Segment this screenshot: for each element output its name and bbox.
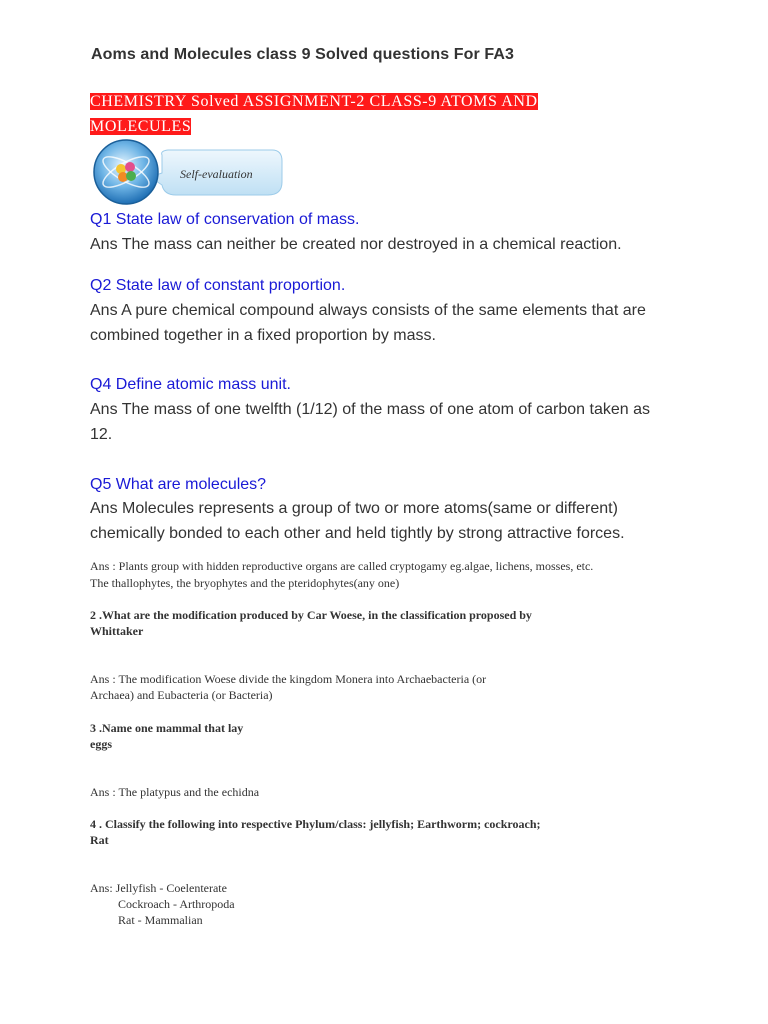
- answer-2: Ans A pure chemical compound always consists of the same elements that are combined together in a fixed proportion by mass.: [90, 302, 646, 344]
- biology-question-2-line-2: Whittaker: [90, 624, 144, 638]
- atom-icon: [94, 140, 158, 204]
- question-1: Q1 State law of conservation of mass.: [90, 211, 360, 228]
- self-evaluation-badge: [92, 137, 284, 207]
- biology-question-3-line-2: eggs: [90, 737, 112, 751]
- answer-4: Ans The mass of one twelfth (1/12) of the mass of one atom of carbon taken as 12.: [90, 401, 651, 443]
- biology-answer-2-line-1: Ans : The modification Woese divide the kingdom Monera into Archaebacteria (or: [90, 672, 487, 686]
- biology-answer-3: Ans : The platypus and the echidna: [90, 785, 260, 799]
- biology-answer-2-line-2: Archaea) and Eubacteria (or Bacteria): [90, 688, 273, 702]
- biology-answer-4-line-3: Rat - Mammalian: [118, 913, 203, 927]
- biology-answer-4-line-1: Ans: Jellyfish - Coelenterate: [90, 881, 227, 895]
- biology-question-4-line-1: 4 . Classify the following into respective Phylum/class: jellyfish; Earthworm; cockroach;: [90, 817, 541, 831]
- biology-question-2-line-1: 2 .What are the modification produced by Car Woese, in the classification proposed by: [90, 608, 532, 622]
- biology-answer-1-line-1: Ans : Plants group with hidden reproductive organs are called cryptogamy eg.algae, lichens, mosses, etc.: [90, 559, 594, 573]
- answer-5: Ans Molecules represents a group of two or more atoms(same or different) chemically bonded to each other and held tightly by strong attractive forces.: [90, 500, 625, 542]
- biology-answer-4-line-2: Cockroach - Arthropoda: [118, 897, 235, 911]
- biology-question-4-line-2: Rat: [90, 833, 109, 847]
- banner-text: CHEMISTRY Solved ASSIGNMENT-2 CLASS-9 ATOMS AND MOLECULES: [90, 93, 538, 135]
- biology-question-3-line-1: 3 .Name one mammal that lay: [90, 721, 244, 735]
- answer-1: Ans The mass can neither be created nor destroyed in a chemical reaction.: [90, 236, 622, 253]
- document-title: Aoms and Molecules class 9 Solved questions For FA3: [91, 46, 514, 63]
- question-5: Q5 What are molecules?: [90, 476, 267, 493]
- badge-label: Self-evaluation: [180, 167, 253, 181]
- biology-answer-1-line-2: The thallophytes, the bryophytes and the pteridophytes(any one): [90, 576, 400, 590]
- assignment-banner: [90, 89, 610, 139]
- question-4: Q4 Define atomic mass unit.: [90, 376, 291, 393]
- question-2: Q2 State law of constant proportion.: [90, 277, 346, 294]
